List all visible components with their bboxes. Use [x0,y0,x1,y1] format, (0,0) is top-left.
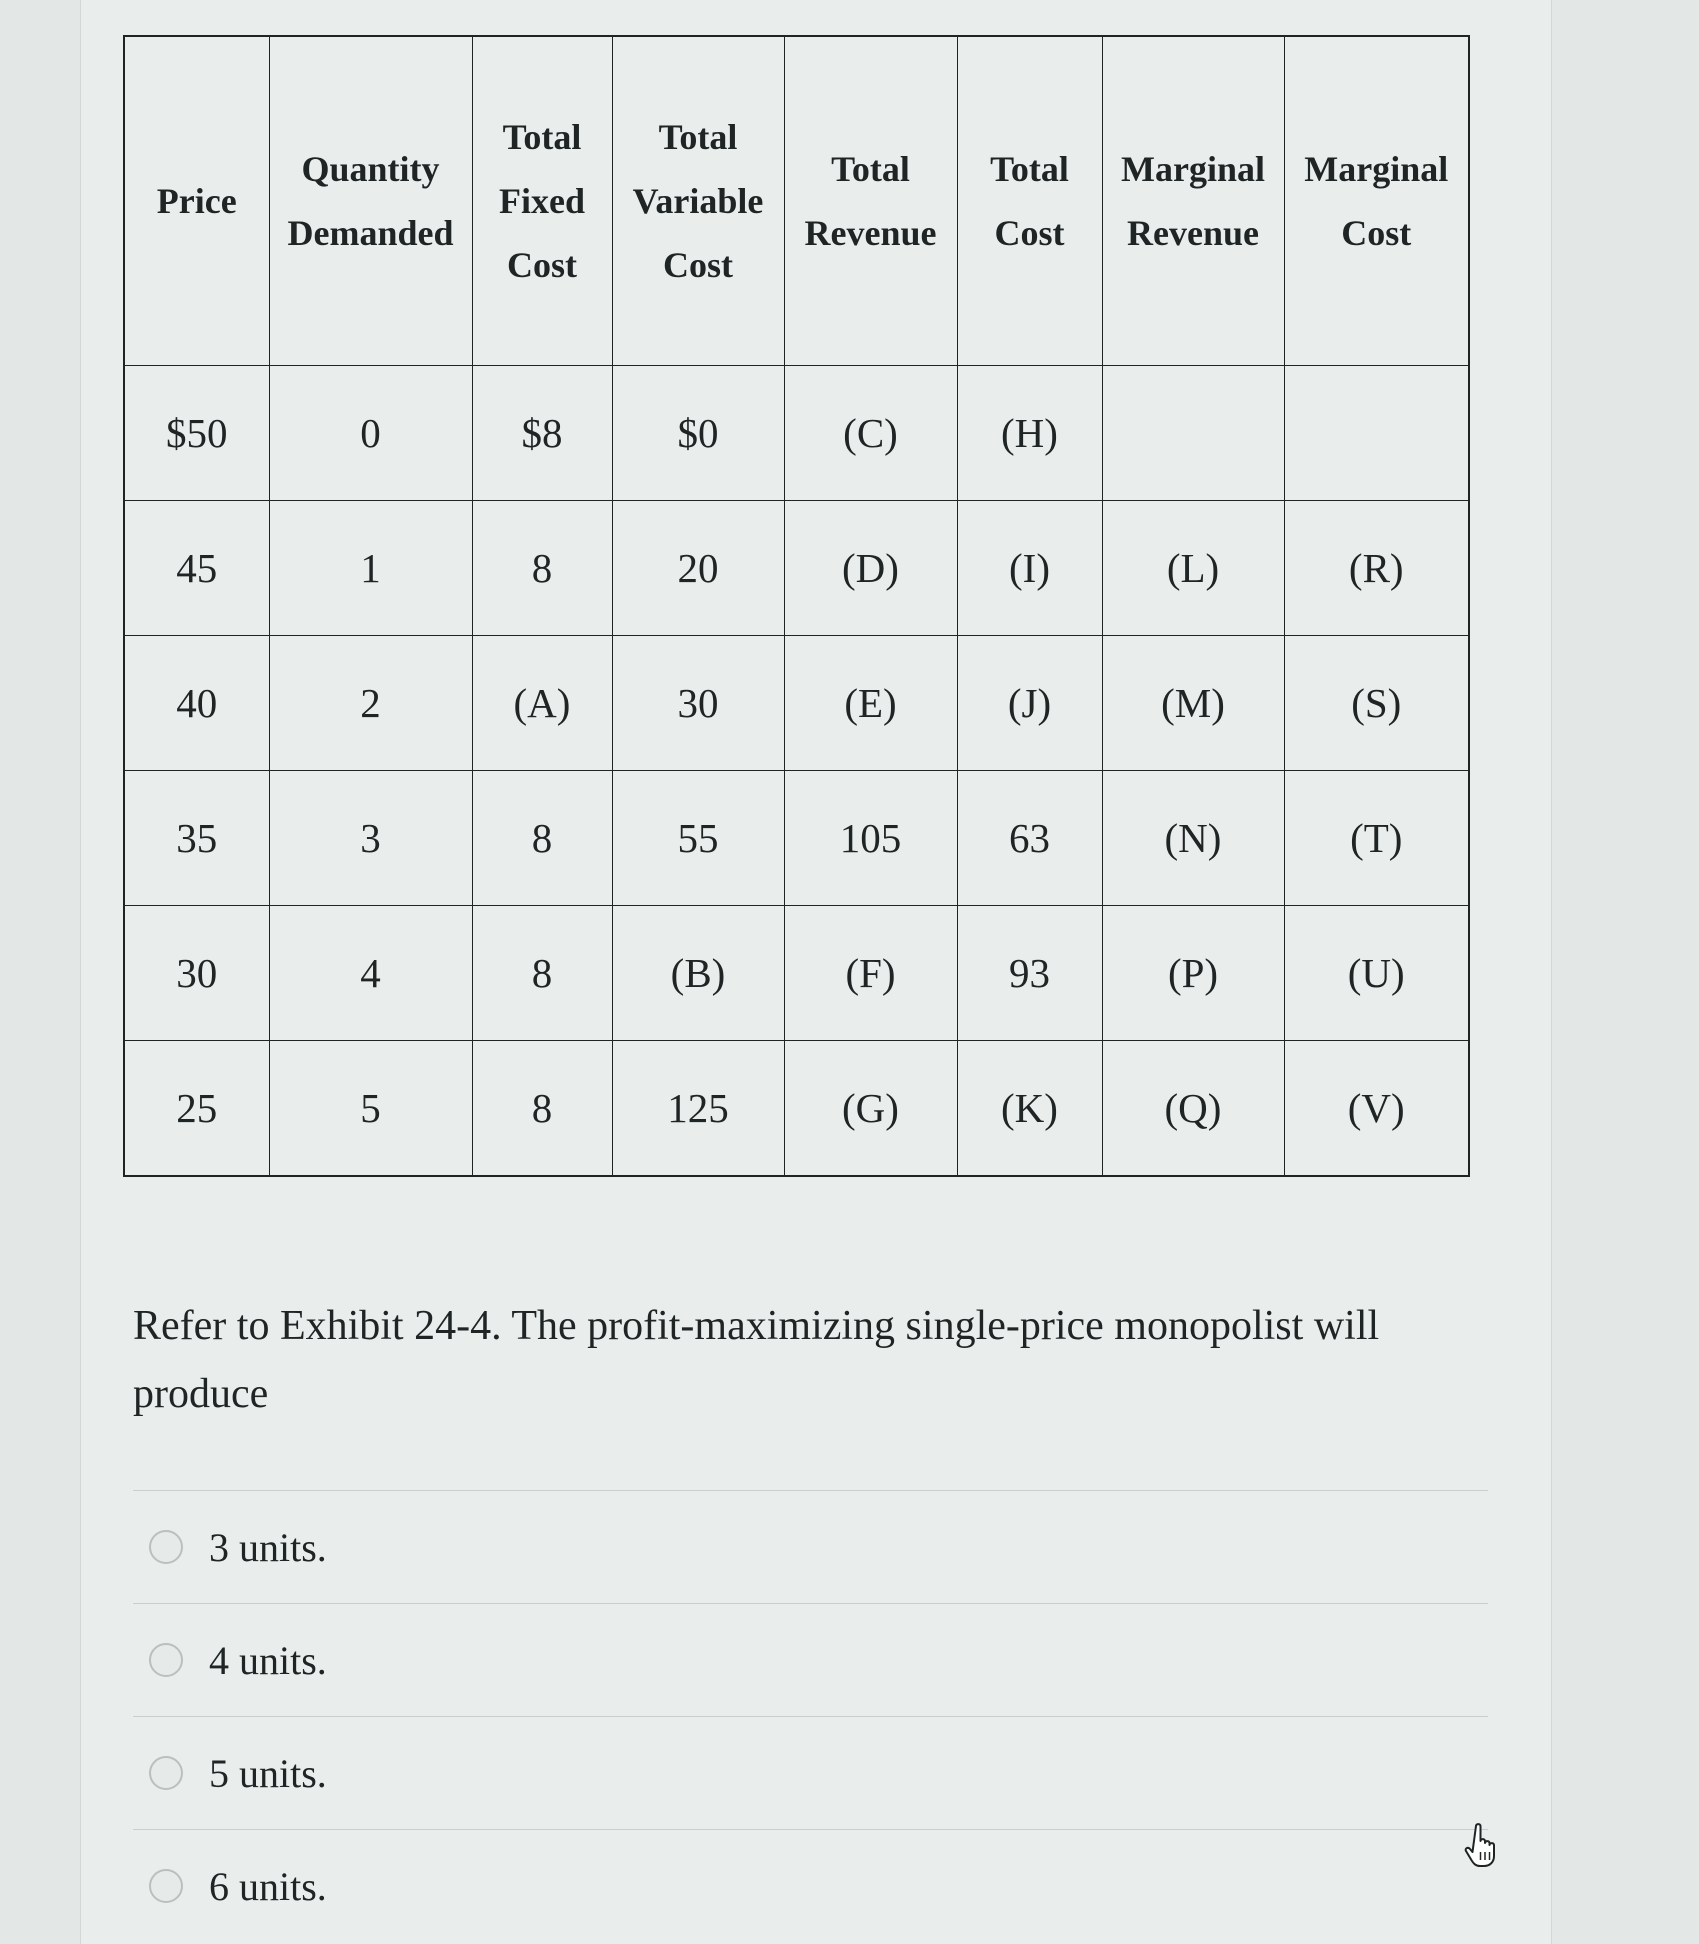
cell-tc: 63 [957,771,1102,906]
cell-mc: (R) [1284,501,1469,636]
cell-mc: (V) [1284,1041,1469,1177]
cell-price: 25 [124,1041,269,1177]
cell-price: 40 [124,636,269,771]
cell-tvc: 125 [612,1041,784,1177]
radio-button[interactable] [149,1530,183,1564]
cell-mc: (T) [1284,771,1469,906]
header-quantity-demanded: Quantity Demanded [269,36,472,366]
cell-mc [1284,366,1469,501]
cell-quantity: 4 [269,906,472,1041]
cell-price: 45 [124,501,269,636]
answer-option[interactable] [133,1716,1488,1829]
option-label: 6 units. [209,1863,327,1909]
cell-tfc: 8 [472,906,612,1041]
cell-tc: (K) [957,1041,1102,1177]
cell-tr: (D) [784,501,957,636]
cell-tr: 105 [784,771,957,906]
cell-mr: (M) [1102,636,1284,771]
cell-price: 35 [124,771,269,906]
option-label: 3 units. [209,1524,327,1570]
cell-mr: (N) [1102,771,1284,906]
cell-tvc: (B) [612,906,784,1041]
radio-button[interactable] [149,1756,183,1790]
cell-tvc: 20 [612,501,784,636]
cell-tfc: 8 [472,1041,612,1177]
cell-tc: 93 [957,906,1102,1041]
cell-price: $50 [124,366,269,501]
exhibit-table [123,35,1470,1177]
header-marginal-cost: Marginal Cost [1284,36,1469,366]
header-total-fixed-cost: Total Fixed Cost [472,36,612,366]
answer-option[interactable] [133,1603,1488,1716]
answer-options [133,1490,1488,1942]
cell-quantity: 2 [269,636,472,771]
cell-mr: (P) [1102,906,1284,1041]
answer-option[interactable] [133,1490,1488,1603]
table-row [124,366,1469,501]
cell-price: 30 [124,906,269,1041]
table-header-row [124,36,1469,366]
cell-tfc: 8 [472,771,612,906]
cell-tvc: 55 [612,771,784,906]
cell-quantity: 1 [269,501,472,636]
table-row [124,501,1469,636]
cell-tfc: (A) [472,636,612,771]
cell-quantity: 3 [269,771,472,906]
cell-quantity: 0 [269,366,472,501]
radio-button[interactable] [149,1869,183,1903]
radio-button[interactable] [149,1643,183,1677]
cell-tc: (I) [957,501,1102,636]
header-total-variable-cost: Total Variable Cost [612,36,784,366]
header-total-cost: Total Cost [957,36,1102,366]
cell-tr: (E) [784,636,957,771]
header-total-revenue: Total Revenue [784,36,957,366]
cell-tr: (C) [784,366,957,501]
header-price: Price [124,36,269,366]
cell-tfc: $8 [472,366,612,501]
cell-tr: (F) [784,906,957,1041]
table-row [124,1041,1469,1177]
cell-tvc: $0 [612,366,784,501]
cell-tc: (H) [957,366,1102,501]
table-row [124,906,1469,1041]
hand-pointer-icon [1462,1822,1506,1870]
table-row [124,636,1469,771]
question-text: Refer to Exhibit 24-4. The profit-maximizing single-price monopolist will produce [133,1303,1380,1417]
cell-mr [1102,366,1284,501]
cell-mr: (L) [1102,501,1284,636]
option-label: 5 units. [209,1750,327,1796]
option-label: 4 units. [209,1637,327,1683]
cell-mr: (Q) [1102,1041,1284,1177]
cell-quantity: 5 [269,1041,472,1177]
cell-tr: (G) [784,1041,957,1177]
cell-tvc: 30 [612,636,784,771]
cell-tc: (J) [957,636,1102,771]
table-row [124,771,1469,906]
cell-mc: (S) [1284,636,1469,771]
header-marginal-revenue: Marginal Revenue [1102,36,1284,366]
cell-mc: (U) [1284,906,1469,1041]
answer-option[interactable] [133,1829,1488,1942]
cell-tfc: 8 [472,501,612,636]
